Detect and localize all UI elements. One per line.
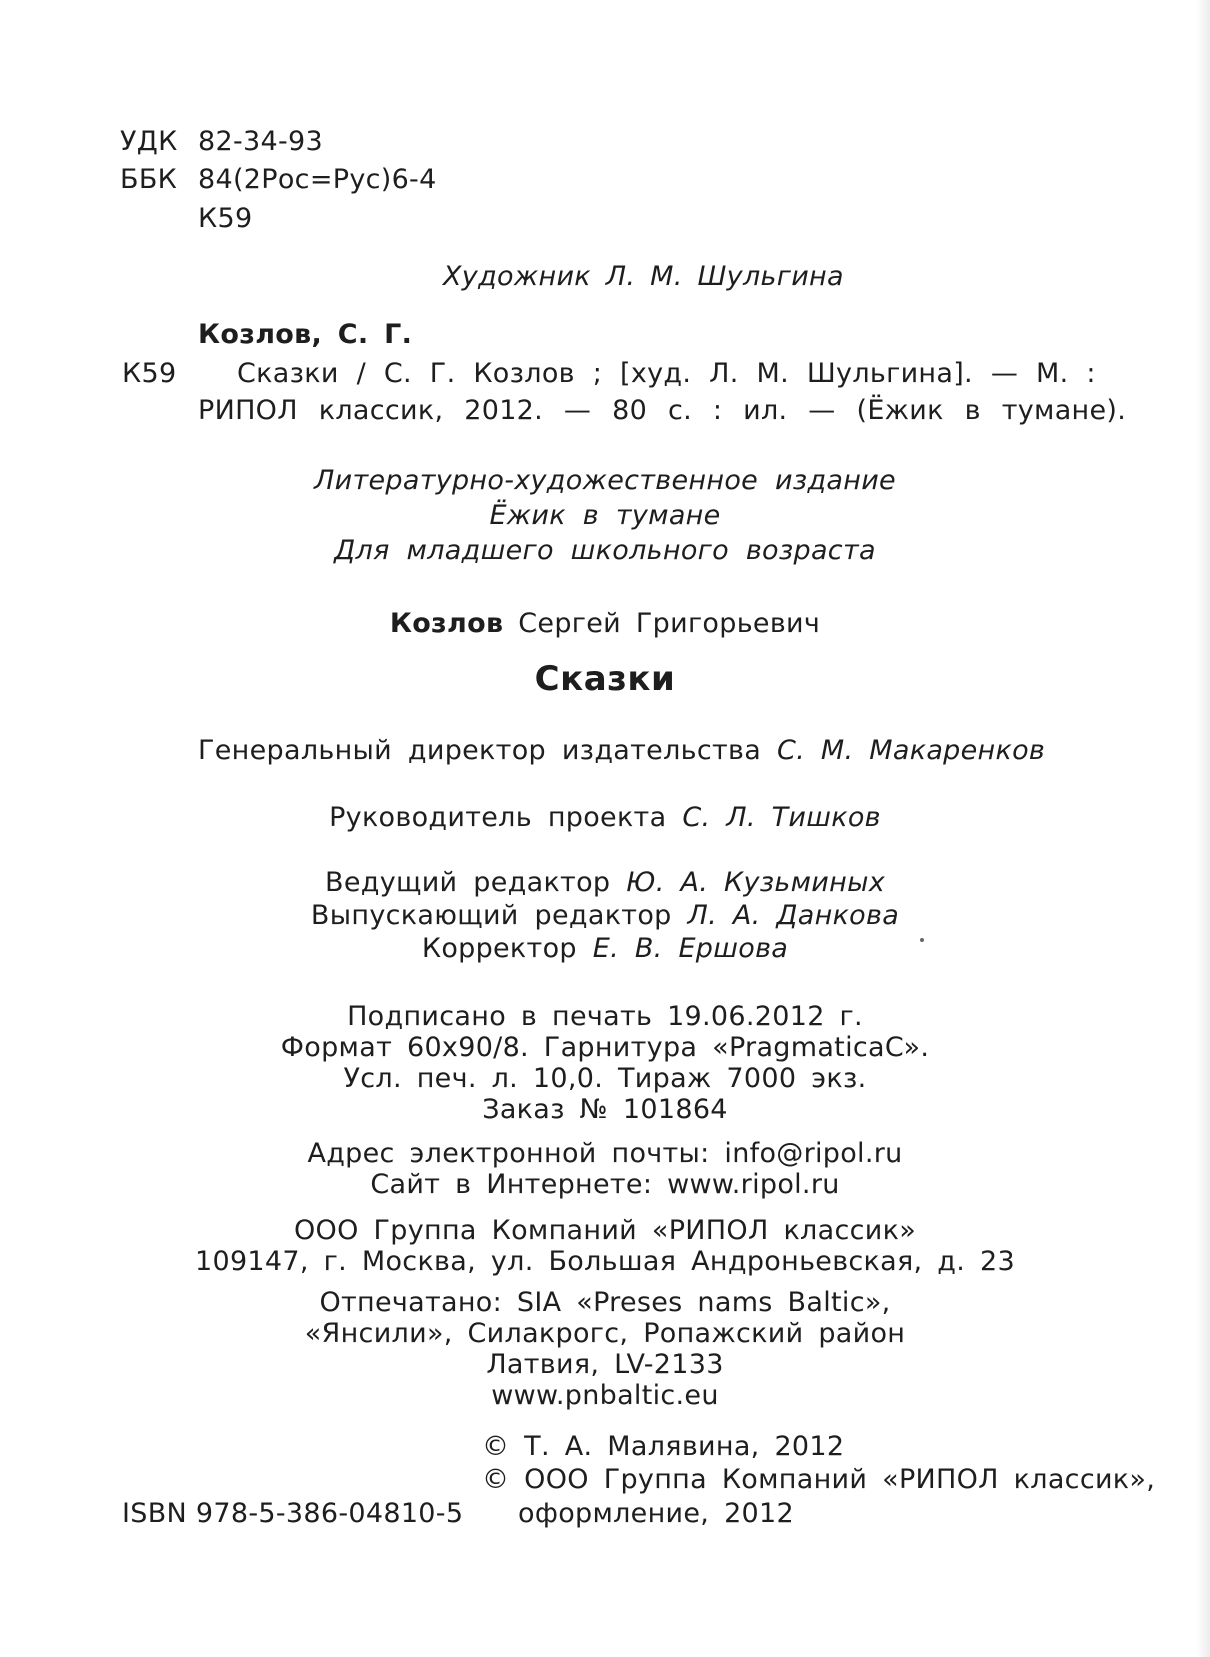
proofreader-name: Е. В. Ершова [592,933,789,964]
proofreader-role: Корректор [421,933,577,964]
bib-author: Козлов, С. Г. [198,319,413,350]
print-signed: Подписано в печать 19.06.2012 г. [347,1001,863,1032]
bbk-value: 84(2Рос=Рус)6-4 [198,164,437,195]
book-title: Сказки [534,659,676,699]
bib-line-2: РИПОЛ классик, 2012. — 80 с. : ил. — (Ёжик в тумане). [198,395,1127,426]
print-sheets: Усл. печ. л. 10,0. Тираж 7000 экз. [343,1063,867,1094]
author-given-names: Сергей Григорьевич [518,608,821,639]
copyright-line-3: оформление, 2012 [518,1498,794,1529]
scan-speck [920,938,924,942]
author-surname: Козлов [389,608,504,639]
udk-label: УДК [120,126,178,157]
bbk-label: ББК [120,164,178,195]
bbk-line [120,166,437,193]
director-name: С. М. Макаренков [777,735,1046,766]
contact-email: Адрес электронной почты: info@ripol.ru [307,1138,903,1169]
issuing-editor-name: Л. А. Данкова [687,900,900,931]
issuing-editor-line [0,902,1210,929]
isbn: ISBN 978-5-386-04810-5 [122,1498,464,1529]
project-role: Руководитель проекта [329,802,667,833]
project-line [0,804,1210,831]
copyright-line-1: © Т. А. Малявина, 2012 [482,1431,845,1462]
publisher-address: 109147, г. Москва, ул. Большая Андроньевская, д. 23 [195,1246,1015,1277]
contact-site: Сайт в Интернете: www.ripol.ru [370,1169,840,1200]
printer-line-1: Отпечатано: SIA «Preses nams Baltic», [319,1287,891,1318]
bib-line-1: Сказки / С. Г. Козлов ; [худ. Л. М. Шульгина]. — М. : [237,358,1096,389]
udk-value: 82-34-93 [198,126,323,157]
director-role: Генеральный директор издательства [198,735,762,766]
author-full-name [0,610,1210,637]
printer-line-2: «Янсили», Силакрогс, Ропажский район [304,1318,906,1349]
edition-series: Ёжик в тумане [489,500,721,531]
print-order: Заказ № 101864 [482,1094,728,1125]
director-line [198,737,1045,764]
author-mark: К59 [198,203,253,234]
copyright-line-2: © ООО Группа Компаний «РИПОЛ классик», [482,1464,1156,1495]
lead-editor-line [0,869,1210,896]
artist-line: Художник Л. М. Шульгина [443,261,844,292]
issuing-editor-role: Выпускающий редактор [310,900,672,931]
print-format: Формат 60х90/8. Гарнитура «PragmaticaC». [280,1032,930,1063]
printer-line-3: Латвия, LV-2133 [486,1349,724,1380]
bib-author-mark: К59 [122,358,177,389]
lead-editor-name: Ю. А. Кузьминых [626,867,885,898]
project-name: С. Л. Тишков [682,802,881,833]
edition-type: Литературно-художественное издание [314,465,896,496]
printer-site: www.pnbaltic.eu [491,1380,719,1411]
proofreader-line [0,935,1210,962]
publisher-name: ООО Группа Компаний «РИПОЛ классик» [293,1215,917,1246]
udk-line [120,128,323,155]
lead-editor-role: Ведущий редактор [325,867,611,898]
edition-audience: Для младшего школьного возраста [334,535,876,566]
